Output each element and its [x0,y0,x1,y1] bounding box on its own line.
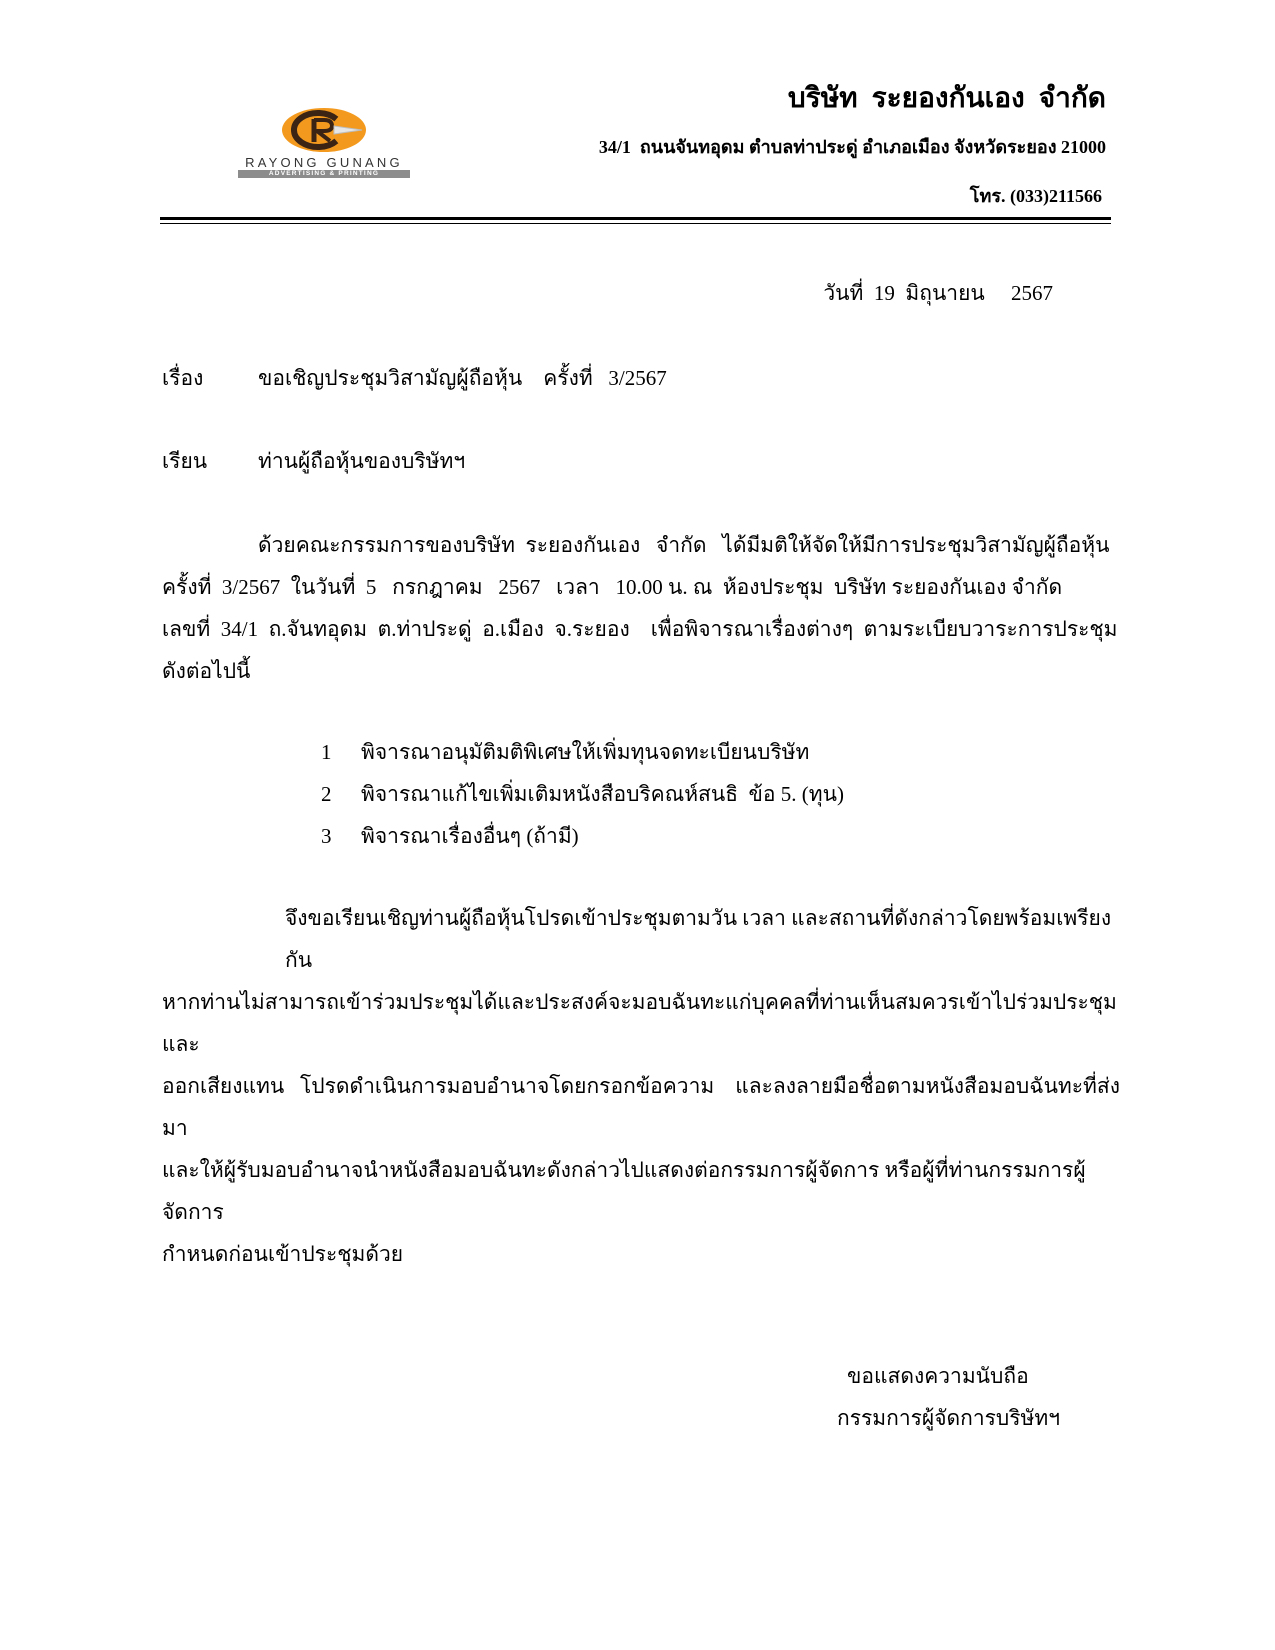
recipient-label: เรียน [162,449,208,473]
paragraph-line: จึงขอเรียนเชิญท่านผู้ถือหุ้นโปรดเข้าประชุมตามวัน เวลา และสถานที่ดังกล่าวโดยพร้อมเพรียงกัน [285,906,1112,972]
paragraph-request [162,897,1120,1275]
agenda-item [162,731,1120,773]
subject-row [162,357,1120,399]
paragraph-line: กำหนดก่อนเข้าประชุมด้วย [162,1242,404,1266]
paragraph-invitation [162,524,1120,692]
company-address: 34/1 ถนนจันทอุดม ตำบลท่าประดู่ อำเภอเมือง จังหวัดระยอง 21000 [598,137,1106,157]
logo-wordmark: RAYONG GUNANG [245,155,403,170]
paragraph-line: หากท่านไม่สามารถเข้าร่วมประชุมได้และประสงค์จะมอบฉันทะแก่บุคคลที่ท่านเห็นสมควรเข้าไปร่วมประชุมและ [162,990,1117,1056]
agenda-item-text: พิจารณาอนุมัติมติพิเศษให้เพิ่มทุนจดทะเบียนบริษัท [361,740,810,764]
agenda-item-number: 3 [321,824,332,848]
letter-date: วันที่ 19 มิถุนายน 2567 [823,281,1053,305]
agenda-item-text: พิจารณาแก้ไขเพิ่มเติมหนังสือบริคณห์สนธิ ข้อ 5. (ทุน) [361,782,844,806]
company-name: บริษัท ระยองกันเอง จำกัด [787,83,1106,114]
agenda-item [162,815,1120,857]
agenda-item [162,773,1120,815]
agenda-item-number: 2 [321,782,332,806]
paragraph-line: ออกเสียงแทน โปรดดำเนินการมอบอำนาจโดยกรอกข้อความ และลงลายมือชื่อตามหนังสือมอบฉันทะที่ส่งมา [162,1074,1120,1140]
paragraph-line: ครั้งที่ 3/2567 ในวันที่ 5 กรกฎาคม 2567 เวลา 10.00 น. ณ ห้องประชุม บริษัท ระยองกันเอง จำกัด [162,575,1063,599]
letter-body [162,272,1120,1439]
recipient-text: ท่านผู้ถือหุ้นของบริษัทฯ [258,449,466,473]
subject-text: ขอเชิญประชุมวิสามัญผู้ถือหุ้น ครั้งที่ 3/2567 [258,366,667,390]
agenda-list [162,731,1120,857]
paragraph-line: ด้วยคณะกรรมการของบริษัท ระยองกันเอง จำกัด ได้มีมติให้จัดให้มีการประชุมวิสามัญผู้ถือหุ้น [258,533,1110,557]
company-phone: โทร. (033)211566 [969,186,1102,206]
logo-emblem-icon [238,100,410,156]
header-divider-thin [160,223,1111,224]
paragraph-line: เลขที่ 34/1 ถ.จันทอุดม ต.ท่าประดู่ อ.เมือง จ.ระยอง เพื่อพิจารณาเรื่องต่างๆ ตามระเบียบวาระการประชุม [162,617,1118,641]
logo-tagline: ADVERTISING & PRINTING [238,170,410,178]
paragraph-line: ดังต่อไปนี้ [162,659,251,683]
signatory-title: กรรมการผู้จัดการบริษัทฯ [837,1406,1061,1430]
recipient-row [162,440,1120,482]
paragraph-line: และให้ผู้รับมอบอำนาจนำหนังสือมอบฉันทะดังกล่าวไปแสดงต่อกรรมการผู้จัดการ หรือผู้ที่ท่านกรรมการผู้จัดการ [162,1158,1086,1224]
agenda-item-text: พิจารณาเรื่องอื่นๆ (ถ้ามี) [361,824,579,848]
subject-label: เรื่อง [162,366,204,390]
company-logo [238,100,410,178]
header-divider-thick [160,217,1111,220]
agenda-item-number: 1 [321,740,332,764]
closing-salutation: ขอแสดงความนับถือ [847,1364,1029,1388]
